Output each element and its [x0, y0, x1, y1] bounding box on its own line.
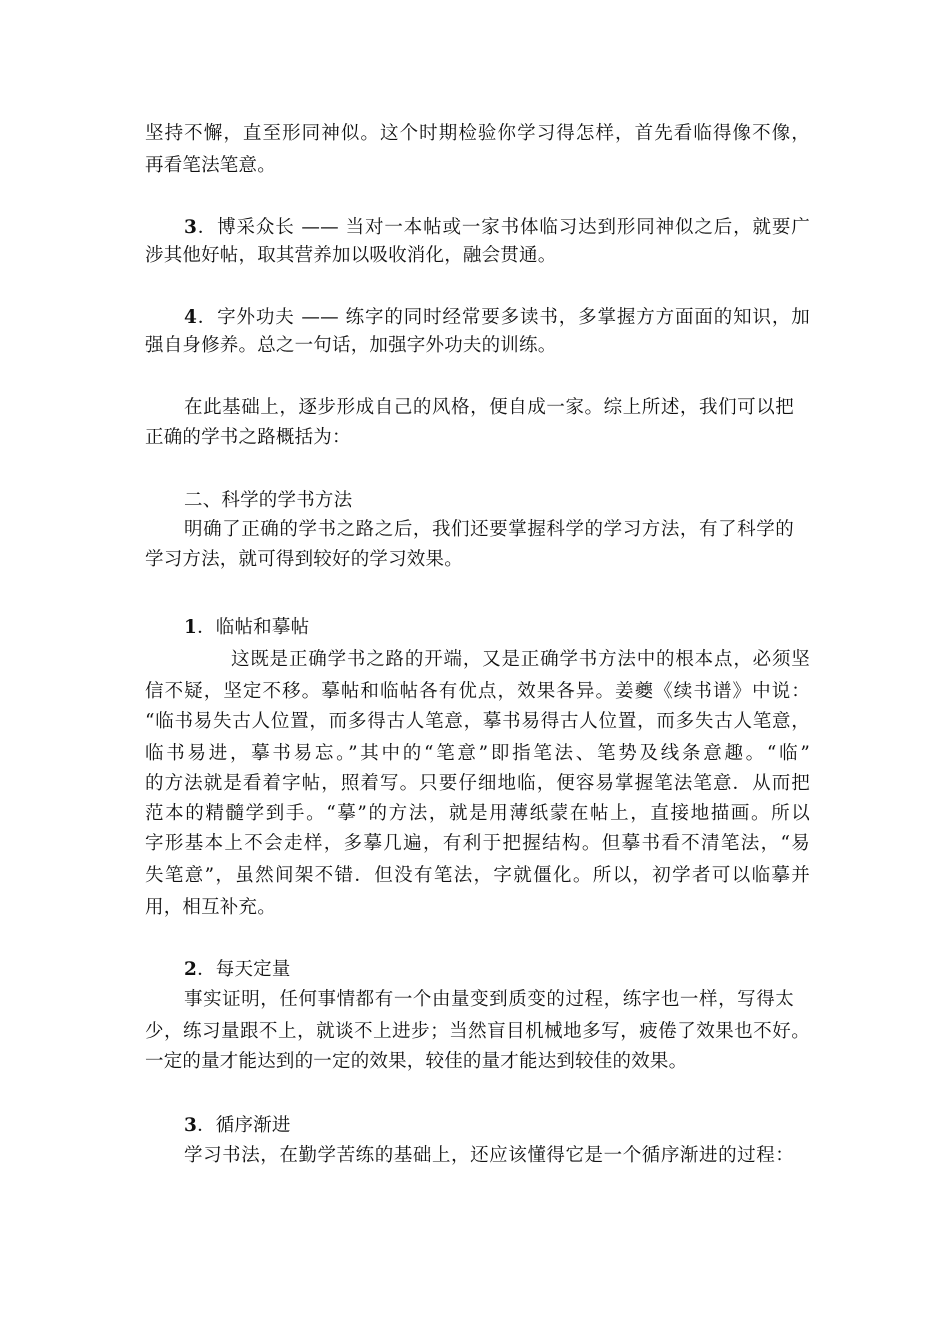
subsection-heading	[184, 1112, 291, 1140]
paragraph-line: “临书易失古人位置，而多得古人笔意，摹书易得古人位置，而多失古人笔意，	[145, 711, 810, 732]
subsection-title: ．每天定量	[197, 959, 291, 980]
subsection-heading	[184, 614, 309, 642]
paragraph-line: 再看笔法笔意。	[145, 155, 276, 176]
paragraph-line: 一定的量才能达到的一定的效果，较佳的量才能达到较佳的效果。	[145, 1051, 688, 1072]
paragraph-line: 明确了正确的学书之路之后，我们还要掌握科学的学习方法，有了科学的	[184, 519, 794, 540]
list-item-line	[184, 214, 810, 242]
paragraph-line: 字形基本上不会走样，多摹几遍，有利于把握结构。但摹书看不清笔法，“易	[145, 833, 810, 854]
paragraph-line: 这既是正确学书之路的开端，又是正确学书方法中的根本点，必须坚	[231, 649, 810, 670]
list-item-line: 涉其他好帖，取其营养加以吸收消化，融会贯通。	[145, 245, 557, 266]
list-item-line: 强自身修养。总之一句话，加强字外功夫的训练。	[145, 335, 557, 356]
paragraph-line: 失笔意”，虽然间架不错．但没有笔法，字就僵化。所以，初学者可以临摹并	[145, 865, 810, 886]
paragraph-line: 临书易进，摹书易忘。”其中的“笔意”即指笔法、笔势及线条意趣。“临”	[145, 743, 810, 764]
item-number: 3	[184, 1115, 198, 1136]
section-heading: 二、科学的学书方法	[184, 490, 353, 511]
paragraph-line: 事实证明，任何事情都有一个由量变到质变的过程，练字也一样，写得太	[184, 989, 794, 1010]
subsection-title: ．临帖和摹帖	[197, 617, 310, 638]
list-item-line	[184, 304, 810, 332]
item-number: 4	[184, 307, 198, 328]
paragraph-line: 用，相互补充。	[145, 897, 276, 918]
item-text: ．博采众长 —— 当对一本帖或一家书体临习达到形同神似之后，就要广	[197, 217, 810, 238]
paragraph-line: 学习方法，就可得到较好的学习效果。	[145, 549, 463, 570]
paragraph-line: 正确的学书之路概括为：	[145, 427, 351, 448]
paragraph-line: 信不疑，坚定不移。摹帖和临帖各有优点，效果各异。姜夔《续书谱》中说：	[145, 681, 810, 702]
paragraph-line: 坚持不懈，直至形同神似。这个时期检验你学习得怎样，首先看临得像不像，	[145, 123, 810, 144]
item-number: 2	[184, 959, 198, 980]
paragraph-line: 少，练习量跟不上，就谈不上进步；当然盲目机械地多写，疲倦了效果也不好。	[145, 1021, 810, 1042]
paragraph-line: 学习书法，在勤学苦练的基础上，还应该懂得它是一个循序渐进的过程：	[184, 1145, 794, 1166]
item-text: ．字外功夫 —— 练字的同时经常要多读书，多掌握方方面面的知识，加	[197, 307, 810, 328]
paragraph-line: 范本的精髓学到手。“摹”的方法，就是用薄纸蒙在帖上，直接地描画。所以	[145, 803, 810, 824]
subsection-title: ．循序渐进	[197, 1115, 291, 1136]
item-number: 1	[184, 617, 198, 638]
item-number: 3	[184, 217, 198, 238]
paragraph-line: 在此基础上，逐步形成自己的风格，便自成一家。综上所述，我们可以把	[184, 397, 794, 418]
subsection-heading	[184, 956, 291, 984]
paragraph-line: 的方法就是看着字帖，照着写。只要仔细地临，便容易掌握笔法笔意．从而把	[145, 773, 810, 794]
